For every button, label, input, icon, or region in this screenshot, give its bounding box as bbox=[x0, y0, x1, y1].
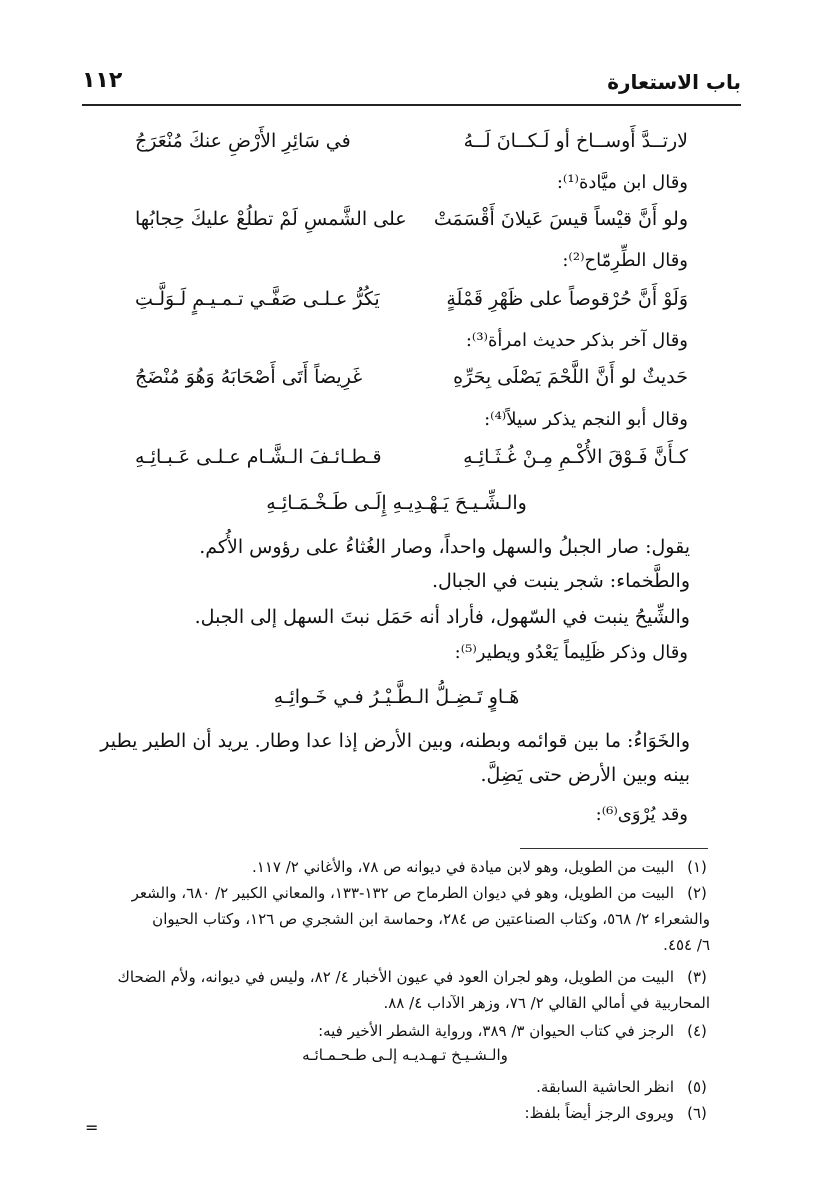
verse-first-hemistich: كـأَنَّ فَـوْقَ الأُكْـمِ مِـنْ غُـثَـائِـهِ bbox=[463, 446, 688, 468]
margin-mark: = bbox=[85, 1118, 99, 1137]
footnote-verse: والـشـيـخ تـهـديـه إلـى طـحـمـائـه bbox=[302, 1046, 508, 1064]
commentary-paragraph: يقول: صار الجبلُ والسهل واحداً، وصار الغُثاءُ على رؤوس الأُكم. bbox=[199, 536, 690, 558]
footnote bbox=[100, 1074, 710, 1100]
footnote bbox=[100, 964, 710, 1016]
poem-introduction: وقال آخر بذكر حديث امرأة⁽³⁾: bbox=[465, 330, 688, 351]
footnote-text: الرجز في كتاب الحيوان ٣/ ٣٨٩، ورواية الشطر الأخير فيه: bbox=[318, 1022, 674, 1040]
footnote-number: (٣) bbox=[687, 968, 707, 986]
poem-introduction: وقال ابن ميَّادة⁽¹⁾: bbox=[556, 172, 688, 193]
verse-first-hemistich: لارتــدَّ أَوســاخ أو لَـكــانَ لَــهُ bbox=[463, 130, 688, 152]
footnote bbox=[100, 1018, 710, 1044]
footnote-text: انظر الحاشية السابقة. bbox=[536, 1078, 674, 1096]
footnote-text: البيت من الطويل، وهو لجران العود في عيون الأخبار ٤/ ٨٢، وليس في ديوانه، ولأم الضحاك bbox=[117, 968, 674, 986]
footnote-text-continuation: ٦/ ٤٥٤. bbox=[663, 936, 710, 954]
footnote-number: (١) bbox=[687, 858, 707, 876]
poem-introduction: وقال وذكر ظَلِيماً يَعْدُو ويطير⁽⁵⁾: bbox=[454, 642, 688, 663]
footnote-text: البيت من الطويل، وهو لابن ميادة في ديوانه ص ٧٨، والأغاني ٢/ ١١٧. bbox=[252, 858, 674, 876]
verse-first-hemistich: ولو أَنَّ قيْساً قيسَ عَيلانَ أَقْسَمَتْ bbox=[433, 208, 688, 230]
commentary-paragraph-continuation: بينه وبين الأرض حتى يَضِلَّ. bbox=[480, 764, 690, 786]
poem-introduction: وقال الطِّرِمّاح⁽²⁾: bbox=[562, 250, 688, 271]
centered-verse: والـشِّـيـحَ يَـهْـدِيـهِ إِلَـى طَـخْـمَـائِـهِ bbox=[266, 492, 527, 514]
footnote-number: (٥) bbox=[687, 1078, 707, 1096]
footnote-text-continuation: والشعراء ٢/ ٥٦٨، وكتاب الصناعتين ص ٢٨٤، وحماسة ابن الشجري ص ١٢٦، وكتاب الحيوان bbox=[152, 910, 710, 928]
footnote-separator bbox=[520, 848, 708, 849]
verse-first-hemistich: حَديثٌ لو أَنَّ اللَّحْمَ يَصْلَى بِحَرِّهِ bbox=[453, 366, 688, 388]
centered-verse: هَـاوٍ تَـضِـلُّ الـطَّـيْـرُ فـي خَـوائِـهِ bbox=[273, 686, 520, 708]
footnote bbox=[100, 880, 710, 958]
footnote-number: (٦) bbox=[687, 1104, 707, 1122]
footnote bbox=[100, 1100, 710, 1126]
verse-second-hemistich: قـطـائـفَ الـشَّـام عـلـى عَـبـائِـهِ bbox=[135, 446, 382, 468]
chapter-title: باب الاستعارة bbox=[607, 70, 741, 94]
verse-second-hemistich: على الشَّمسِ لَمْ تطلُعْ عليكَ حِجابُها bbox=[135, 208, 407, 230]
page-header bbox=[82, 60, 741, 106]
footnote bbox=[100, 854, 710, 880]
commentary-paragraph: والطَّخماء: شجر ينبت في الجبال. bbox=[431, 570, 690, 592]
commentary-paragraph: والشِّيحُ ينبت في السّهول، فأراد أنه حَمَل نبتَ السهل إلى الجبل. bbox=[194, 606, 690, 628]
footnote-number: (٢) bbox=[687, 884, 707, 902]
footnote-number: (٤) bbox=[687, 1022, 707, 1040]
footnote-text: ويروى الرجز أيضاً بلفظ: bbox=[524, 1104, 674, 1122]
page-number: ١١٢ bbox=[82, 68, 123, 93]
verse-second-hemistich: في سَائِرِ الأَرْضِ عنكَ مُنْعَرَجُ bbox=[135, 130, 351, 152]
footnote-text: البيت من الطويل، وهو في ديوان الطرماح ص ١٣٢-١٣٣، والمعاني الكبير ٢/ ٦٨٠، والشعر bbox=[131, 884, 674, 902]
verse-first-hemistich: وَلَوْ أَنَّ حُرْقوصاً على ظَهْرِ قَمْلَةٍ bbox=[446, 288, 688, 310]
commentary-paragraph: والخَوَاءُ: ما بين قوائمه وبطنه، وبين الأرض إذا عدا وطار. يريد أن الطير يطير bbox=[100, 730, 690, 752]
poem-introduction: وقال أبو النجم يذكر سيلاً⁽⁴⁾: bbox=[484, 409, 688, 430]
poem-introduction: وقد يُرْوَى⁽⁶⁾: bbox=[595, 804, 688, 825]
verse-second-hemistich: غَرِيضاً أَتَى أَصْحَابَهُ وَهُوَ مُنْضَجُ bbox=[135, 366, 363, 388]
verse-second-hemistich: يَكُرُّ عـلـى صَفَّـي تـمـيـمٍ لَـوَلَّـتِ bbox=[135, 288, 380, 310]
footnote-text-continuation: المحاربية في أمالي القالي ٢/ ٧٦، وزهر الآداب ٤/ ٨٨. bbox=[383, 994, 710, 1012]
